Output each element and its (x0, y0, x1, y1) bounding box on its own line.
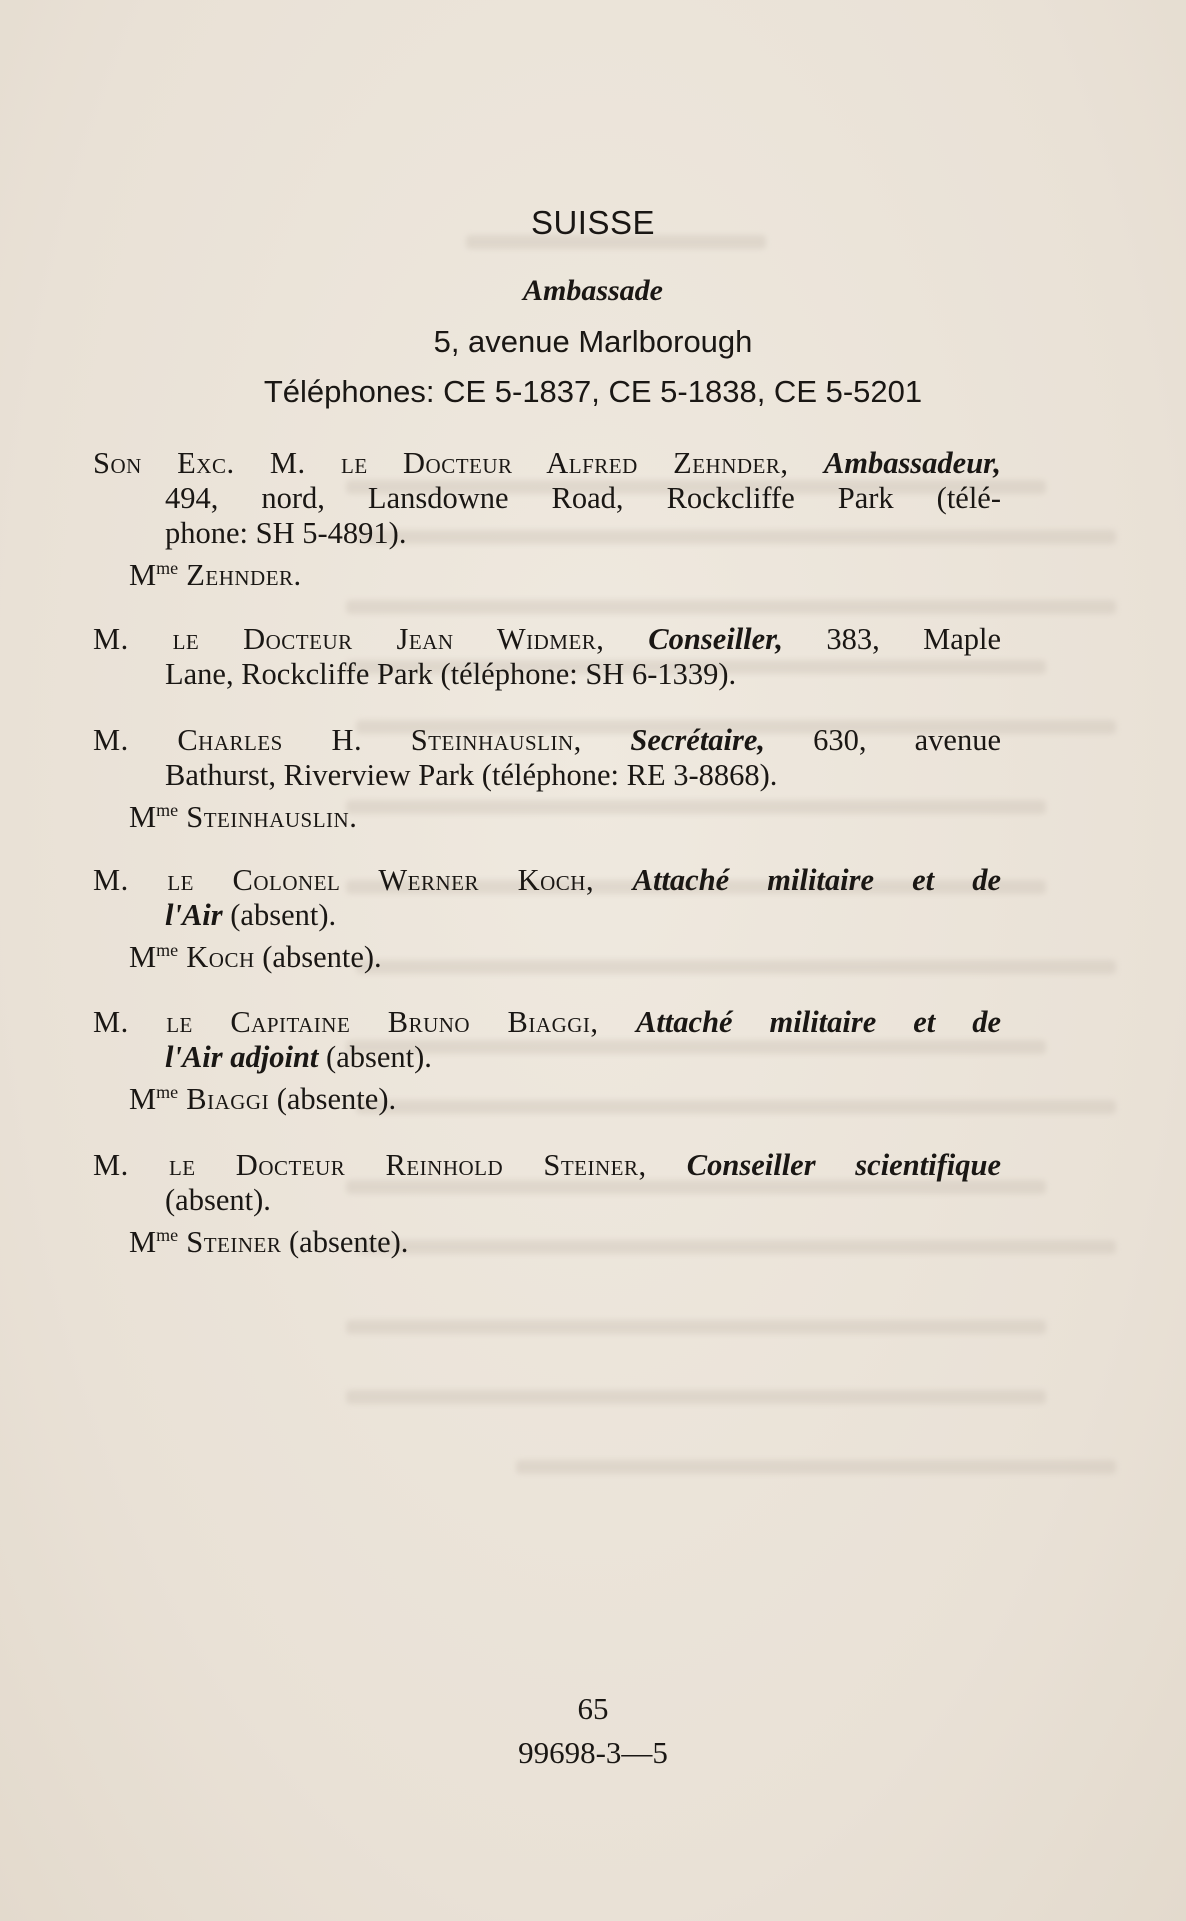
staff-entry-assistant-military-attache (93, 1005, 1001, 1117)
entry-line: M. le Docteur Reinhold Steiner, Conseiller scientifique (93, 1148, 1001, 1182)
spouse-line: $M^{me}$ Zehnder. (129, 558, 302, 593)
entry-line: 494, nord, Lansdowne Road, Rockcliffe Park (télé- (165, 481, 1001, 515)
spouse-line: $M^{me}$ Steinhauslin. (129, 800, 358, 835)
staff-entry-scientific-counsellor (93, 1148, 1001, 1260)
mission-type: Ambassade (522, 274, 663, 307)
staff-entry-ambassador (93, 446, 1001, 593)
page-number: 65 (577, 1691, 609, 1726)
print-code: 99698-3—5 (518, 1735, 668, 1770)
staff-entry-counsellor (93, 622, 1001, 692)
country-heading: SUISSE (530, 204, 656, 241)
mission-address: 5, avenue Marlborough (433, 324, 753, 359)
staff-entry-military-attache (93, 863, 1001, 975)
entry-line: l'Air adjoint (absent). (165, 1040, 432, 1074)
spouse-line: $M^{me}$ Koch (absente). (129, 940, 382, 975)
entry-line: l'Air (absent). (165, 898, 337, 932)
entry-line: Lane, Rockcliffe Park (téléphone: SH 6-1339). (165, 657, 737, 691)
entry-line: M. le Capitaine Bruno Biaggi, Attaché militaire et de (93, 1005, 1001, 1039)
entry-line: phone: SH 5-4891). (165, 516, 407, 550)
staff-entry-secretary (93, 723, 1001, 835)
entry-line: M. Charles H. Steinhauslin, Secrétaire, 630, avenue (93, 723, 1001, 757)
entry-line: M. le Colonel Werner Koch, Attaché militaire et de (93, 863, 1001, 897)
entry-line: (absent). (165, 1183, 271, 1217)
entry-line: Son Exc. M. le Docteur Alfred Zehnder, Ambassadeur, (93, 446, 1001, 480)
entry-line: M. le Docteur Jean Widmer, Conseiller, 383, Maple (93, 622, 1002, 656)
spouse-line: $M^{me}$ Biaggi (absente). (129, 1082, 397, 1117)
entry-line: Bathurst, Riverview Park (téléphone: RE 3-8868). (165, 758, 778, 792)
spouse-line: $M^{me}$ Steiner (absente). (129, 1225, 409, 1260)
mission-telephones: Téléphones: CE 5-1837, CE 5-1838, CE 5-5201 (263, 374, 923, 409)
